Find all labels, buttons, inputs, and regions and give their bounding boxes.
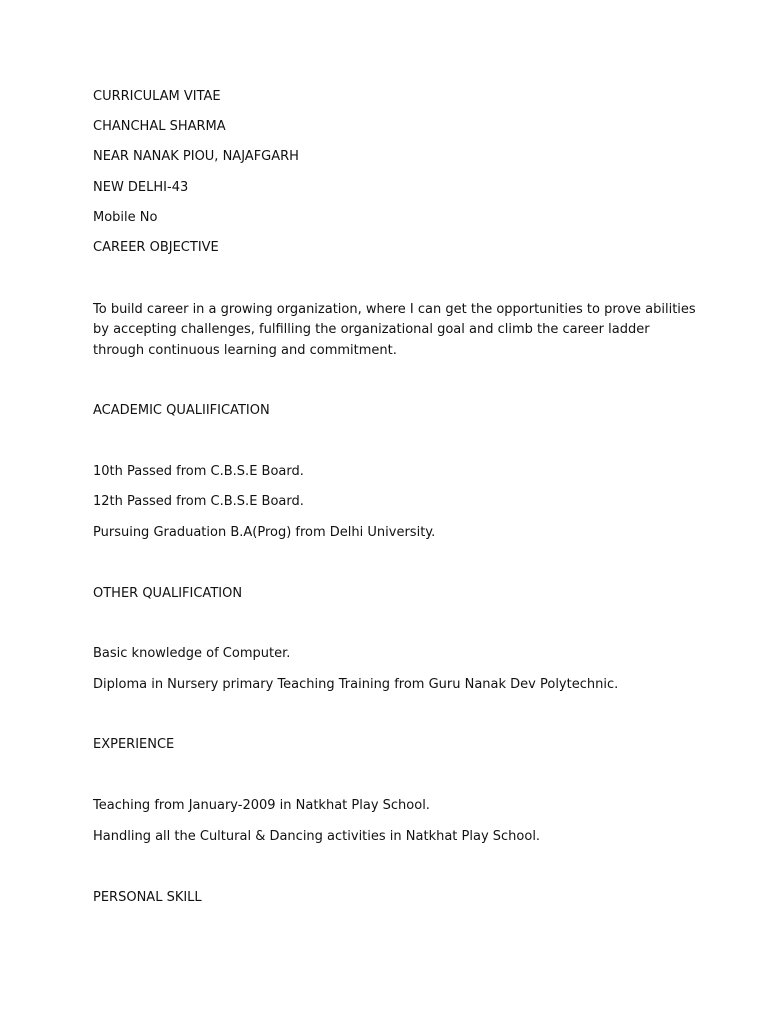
other-qualification-item: Basic knowledge of Computer. (93, 646, 291, 661)
academic-item: Pursuing Graduation B.A(Prog) from Delhi University. (93, 525, 436, 540)
experience-item: Teaching from January-2009 in Natkhat Play School. (93, 798, 430, 813)
section-heading-personal-skill: PERSONAL SKILL (93, 890, 202, 905)
mobile-label: Mobile No (93, 210, 158, 225)
experience-item: Handling all the Cultural & Dancing activities in Natkhat Play School. (93, 829, 541, 844)
career-objective-line: through continuous learning and commitment. (93, 343, 397, 358)
document-title: CURRICULAM VITAE (93, 89, 221, 104)
section-heading-experience: EXPERIENCE (93, 737, 175, 752)
other-qualification-item: Diploma in Nursery primary Teaching Training from Guru Nanak Dev Polytechnic. (93, 677, 619, 692)
academic-item: 10th Passed from C.B.S.E Board. (93, 464, 304, 479)
section-heading-other-qualification: OTHER QUALIFICATION (93, 586, 243, 601)
career-objective-line: by accepting challenges, fulfilling the organizational goal and climb the career ladder (93, 322, 650, 337)
address-line-2: NEW DELHI-43 (93, 180, 189, 195)
section-heading-academic: ACADEMIC QUALIIFICATION (93, 403, 270, 418)
section-heading-career-objective: CAREER OBJECTIVE (93, 240, 219, 255)
address-line-1: NEAR NANAK PIOU, NAJAFGARH (93, 149, 299, 164)
career-objective-line: To build career in a growing organization, where I can get the opportunities to prove abilities (93, 302, 696, 317)
candidate-name: CHANCHAL SHARMA (93, 119, 226, 134)
academic-item: 12th Passed from C.B.S.E Board. (93, 494, 304, 509)
